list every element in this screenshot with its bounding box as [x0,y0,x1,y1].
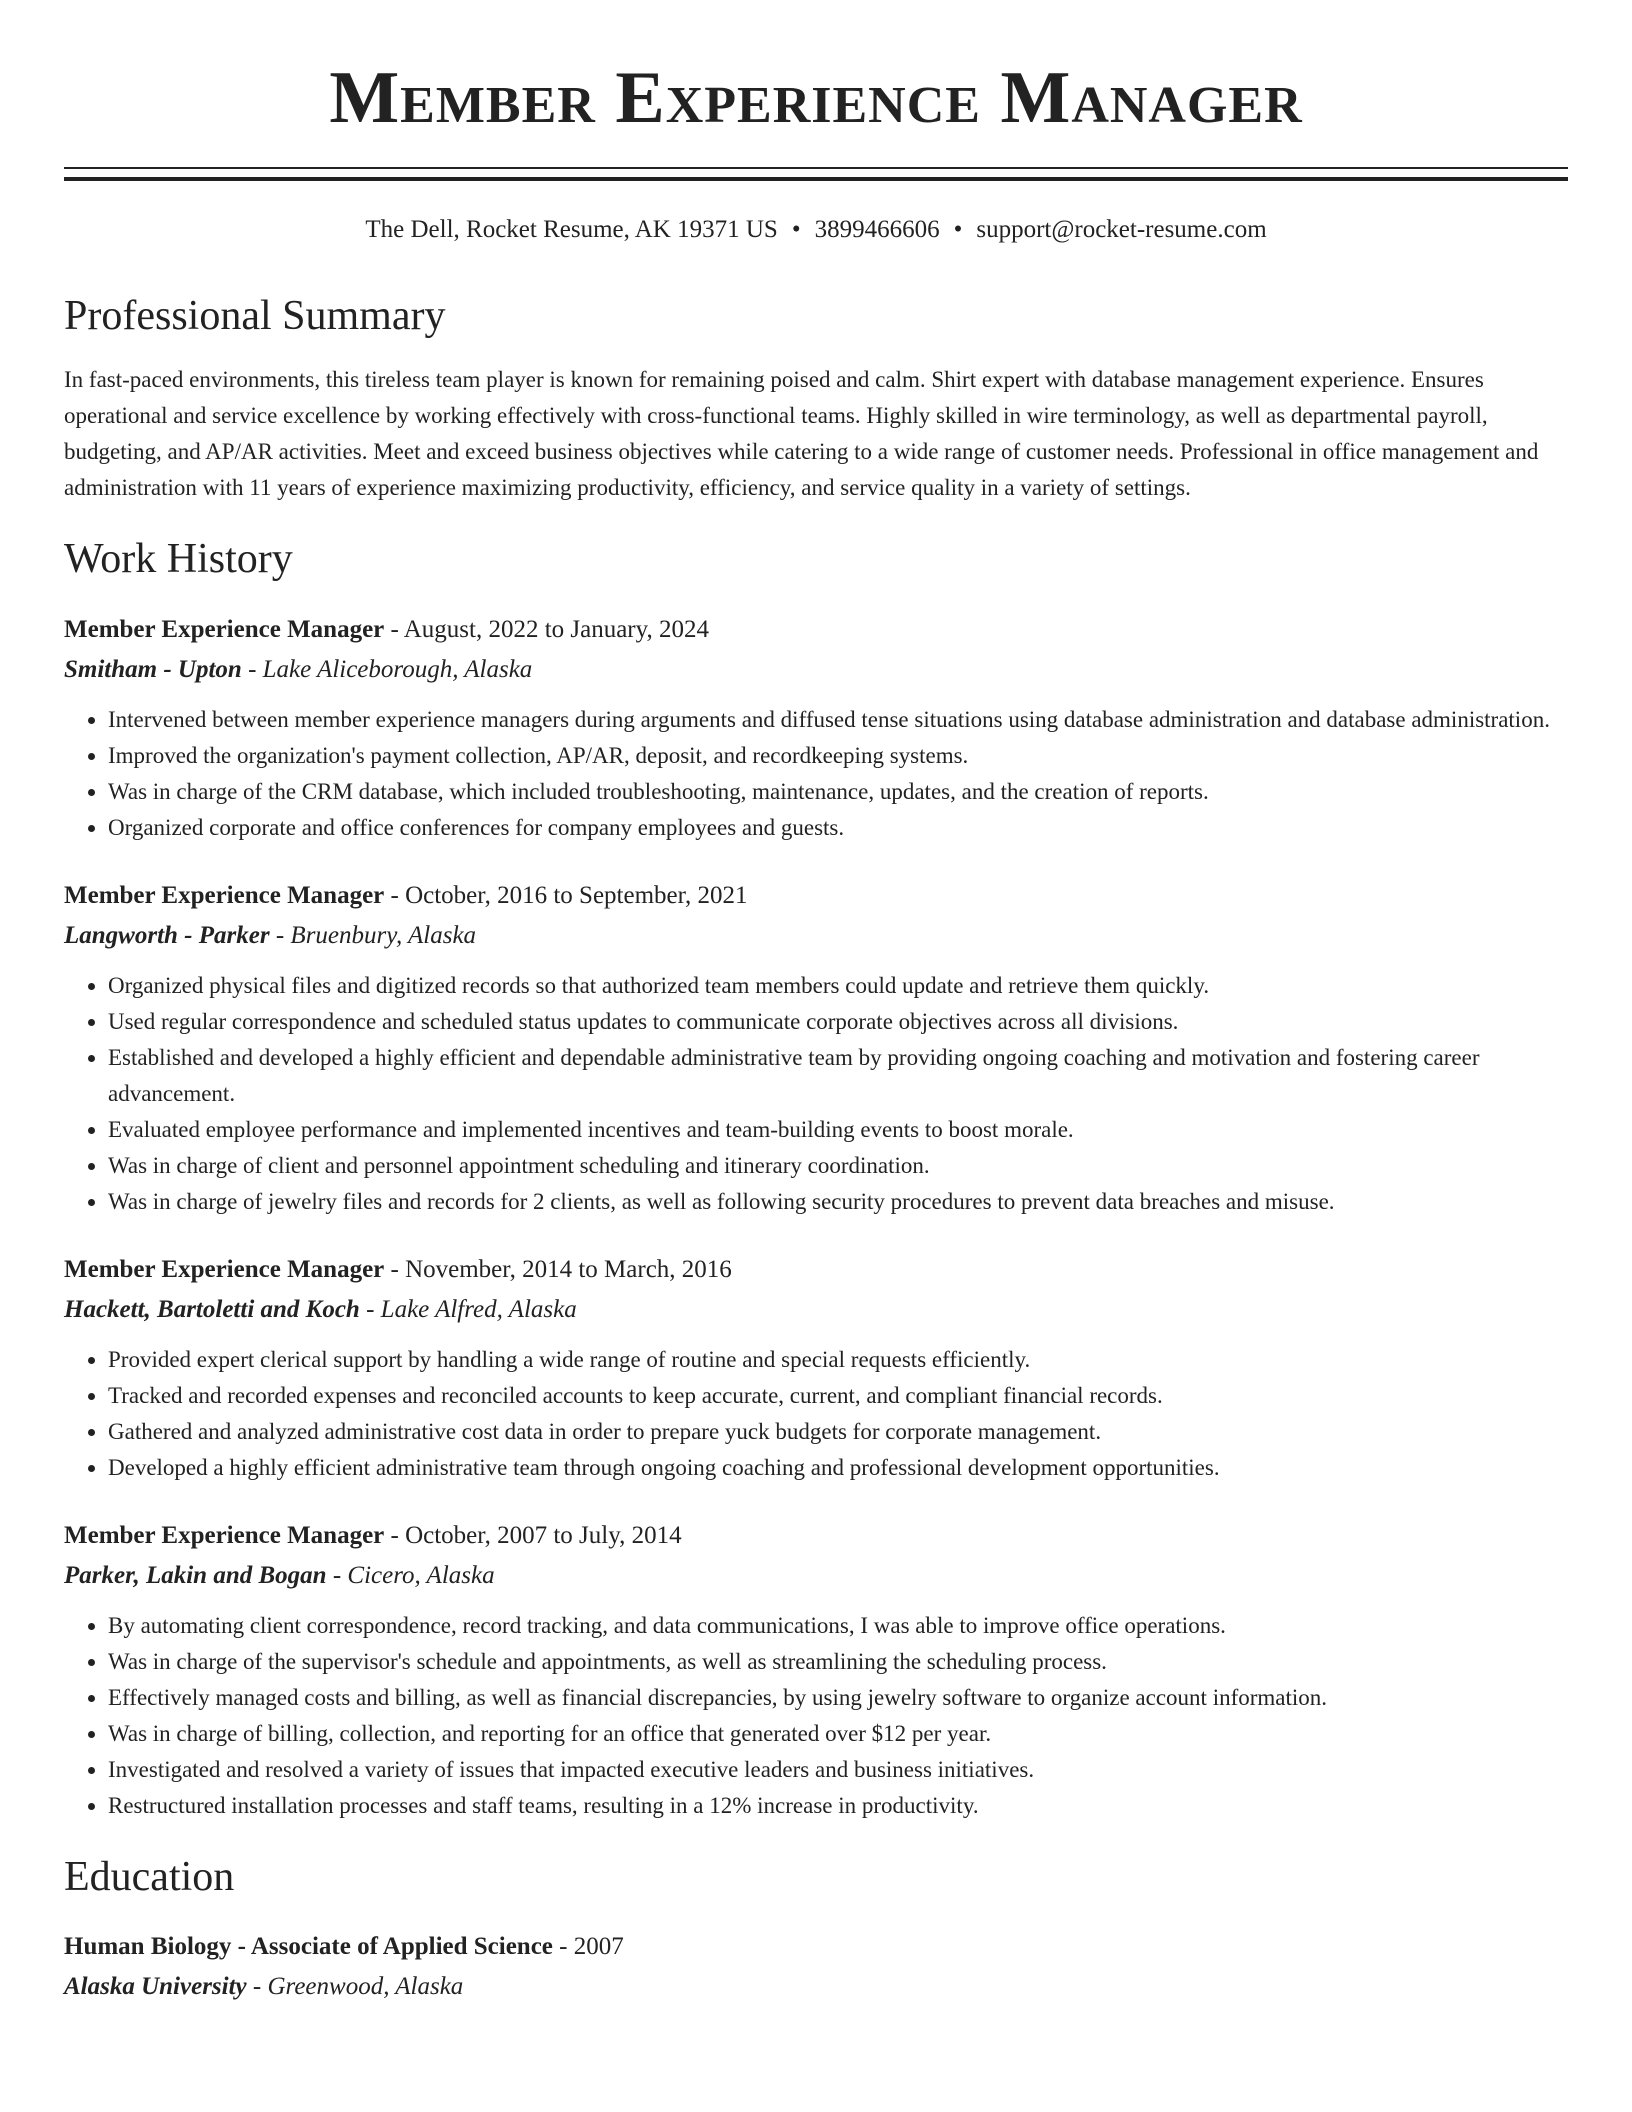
job-location: - Lake Alfred, Alaska [359,1296,577,1324]
job-title-line [64,876,1568,916]
job-entry [64,1250,1568,1486]
job-company-line [64,650,1568,690]
job-title-line [64,610,1568,650]
education-entry [64,1927,1568,2007]
job-bullet: • Used regular correspondence and scheduled status updates to communicate corporate objectives across all divisions. [108,1004,1568,1040]
header-rule-thick [64,177,1568,181]
job-bullet: • Was in charge of the CRM database, which included troubleshooting, maintenance, updates, and the creation of reports. [108,774,1568,810]
education-year: - 2007 [552,1932,624,1960]
job-role: Member Experience Manager [64,616,385,644]
job-bullets [64,702,1568,846]
job-bullet: • Was in charge of billing, collection, and reporting for an office that generated over $12 per year. [108,1716,1568,1752]
contact-line [64,215,1568,245]
job-location: - Bruenbury, Alaska [269,922,477,950]
job-bullet: • Improved the organization's payment collection, AP/AR, deposit, and recordkeeping systems. [108,738,1568,774]
education-school-line [64,1967,1568,2007]
job-bullet: • Provided expert clerical support by handling a wide range of routine and special requests efficiently. [108,1342,1568,1378]
job-bullet: • Intervened between member experience managers during arguments and diffused tense situations using database administration and database administration. [108,702,1568,738]
job-bullet: • Organized physical files and digitized records so that authorized team members could update and retrieve them quickly. [108,968,1568,1004]
job-company: Smitham - Upton [64,656,242,684]
job-role: Member Experience Manager [64,882,385,910]
education-heading: Education [64,1854,235,1901]
job-bullet: • Investigated and resolved a variety of issues that impacted executive leaders and business initiatives. [108,1752,1568,1788]
job-bullets [64,1342,1568,1486]
job-bullets [64,968,1568,1220]
job-bullet: • Was in charge of jewelry files and records for 2 clients, as well as following security procedures to prevent data breaches and misuse. [108,1184,1568,1220]
contact-email: support@rocket-resume.com [976,216,1267,244]
job-location: - Cicero, Alaska [326,1562,495,1590]
job-bullet: • By automating client correspondence, record tracking, and data communications, I was able to improve office operations. [108,1608,1568,1644]
job-bullet: • Established and developed a highly efficient and dependable administrative team by providing ongoing coaching and motivation and fostering career advancement. [108,1040,1568,1112]
job-bullet: • Developed a highly efficient administrative team through ongoing coaching and professional development opportunities. [108,1450,1568,1486]
job-entry [64,876,1568,1220]
work-history-heading: Work History [64,535,293,582]
contact-phone: 3899466606 [814,216,940,244]
job-bullet: • Organized corporate and office conferences for company employees and guests. [108,810,1568,846]
education-degree: Human Biology - Associate of Applied Science [64,1932,553,1960]
job-bullets [64,1608,1568,1824]
job-company-line [64,1290,1568,1330]
education-location: - Greenwood, Alaska [246,1972,464,2000]
job-company: Parker, Lakin and Bogan [64,1562,327,1590]
job-bullet: • Tracked and recorded expenses and reconciled accounts to keep accurate, current, and compliant financial records. [108,1378,1568,1414]
job-dates: - October, 2007 to July, 2014 [384,1522,682,1550]
job-bullet: • Restructured installation processes and staff teams, resulting in a 12% increase in productivity. [108,1788,1568,1824]
job-dates: - November, 2014 to March, 2016 [384,1256,732,1284]
job-bullet: • Gathered and analyzed administrative cost data in order to prepare yuck budgets for corporate management. [108,1414,1568,1450]
contact-address: The Dell, Rocket Resume, AK 19371 US [365,216,778,244]
summary-heading: Professional Summary [64,293,446,340]
job-company: Hackett, Bartoletti and Koch [64,1296,360,1324]
job-bullet: • Was in charge of client and personnel appointment scheduling and itinerary coordination. [108,1148,1568,1184]
resume-name: Member Experience Manager [329,57,1303,139]
job-bullet: • Effectively managed costs and billing, as well as financial discrepancies, by using jewelry software to organize account information. [108,1680,1568,1716]
job-role: Member Experience Manager [64,1522,385,1550]
education-school: Alaska University [64,1972,247,2000]
job-company: Langworth - Parker [64,922,270,950]
job-entry [64,610,1568,846]
summary-text: In fast-paced environments, this tireless team player is known for remaining poised and calm. Shirt expert with database management experience. Ensures operational and service excellence by working effectively with cross-functional teams. Highly skilled in wire terminology, as well as departmental payroll, budgeting, and AP/AR activities. Meet and exceed business objectives while catering to a wide range of customer needs. Professional in office management and administration with 11 years of experience maximizing productivity, efficiency, and service quality in a variety of settings. [64,366,1539,500]
contact-separator: • [791,216,801,244]
job-title-line [64,1250,1568,1290]
job-dates: - October, 2016 to September, 2021 [384,882,748,910]
job-company-line [64,916,1568,956]
job-title-line [64,1516,1568,1556]
job-bullet: • Evaluated employee performance and implemented incentives and team-building events to boost morale. [108,1112,1568,1148]
job-bullet: • Was in charge of the supervisor's schedule and appointments, as well as streamlining the scheduling process. [108,1644,1568,1680]
education-degree-line [64,1927,1568,1967]
job-company-line [64,1556,1568,1596]
contact-separator: • [953,216,963,244]
job-location: - Lake Aliceborough, Alaska [241,656,533,684]
job-role: Member Experience Manager [64,1256,385,1284]
job-entry [64,1516,1568,1824]
header-rule-thin [64,167,1568,169]
job-dates: - August, 2022 to January, 2024 [384,616,710,644]
